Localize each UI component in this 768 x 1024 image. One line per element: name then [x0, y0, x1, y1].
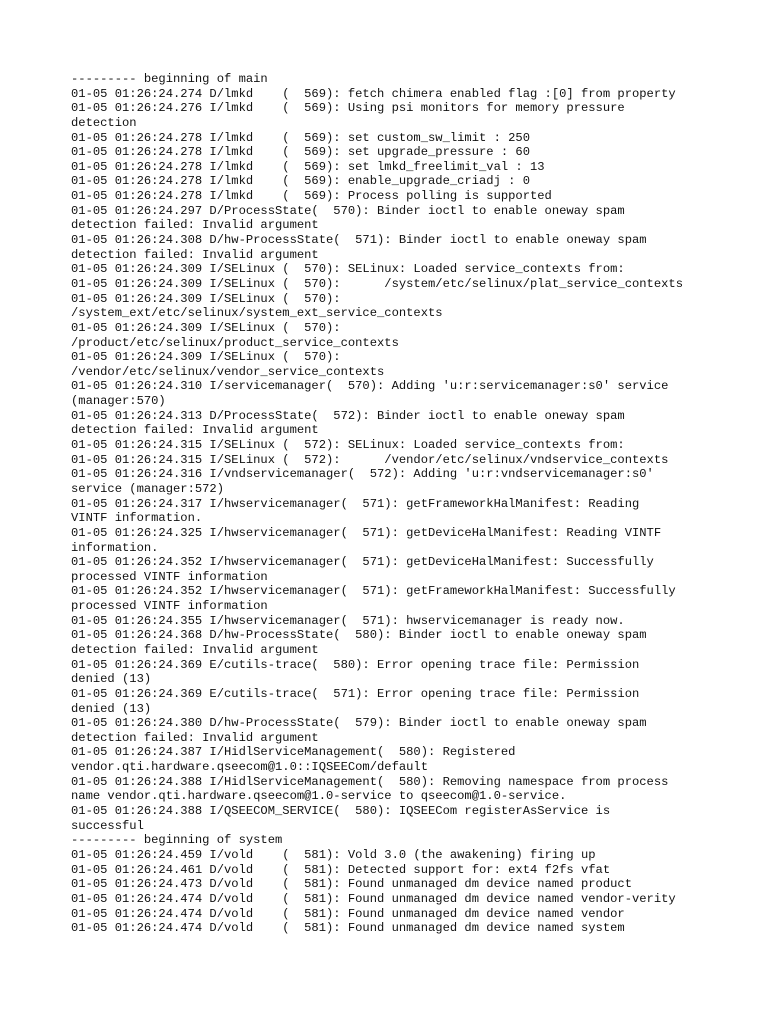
- log-line: 01-05 01:26:24.473 D/vold ( 581): Found unmanaged dm device named product: [71, 877, 632, 892]
- log-line: 01-05 01:26:24.369 E/cutils-trace( 571): Error opening trace file: Permission: [71, 686, 640, 701]
- log-line: 01-05 01:26:24.278 I/lmkd ( 569): set custom_sw_limit : 250: [71, 130, 530, 145]
- log-line: 01-05 01:26:24.278 I/lmkd ( 569): set lmkd_freelimit_val : 13: [71, 159, 545, 174]
- log-line: 01-05 01:26:24.276 I/lmkd ( 569): Using psi monitors for memory pressure: [71, 101, 625, 116]
- log-line: detection failed: Invalid argument: [71, 642, 319, 657]
- log-line: 01-05 01:26:24.388 I/HidlServiceManagement( 580): Removing namespace from process: [71, 774, 669, 789]
- log-line: denied (13): [71, 672, 152, 687]
- log-line: vendor.qti.hardware.qseecom@1.0::IQSEECom/default: [71, 760, 428, 775]
- log-line: --------- beginning of system: [71, 833, 283, 848]
- log-line: /vendor/etc/selinux/vendor_service_contexts: [71, 364, 385, 379]
- log-line: 01-05 01:26:24.309 I/SELinux ( 570): SELinux: Loaded service_contexts from:: [71, 262, 625, 277]
- log-line: 01-05 01:26:24.317 I/hwservicemanager( 571): getFrameworkHalManifest: Reading: [71, 496, 640, 511]
- log-line: 01-05 01:26:24.325 I/hwservicemanager( 571): getDeviceHalManifest: Reading VINTF: [71, 525, 662, 540]
- log-line: 01-05 01:26:24.474 D/vold ( 581): Found unmanaged dm device named vendor-verity: [71, 891, 676, 906]
- log-line: 01-05 01:26:24.315 I/SELinux ( 572): /vendor/etc/selinux/vndservice_contexts: [71, 452, 669, 467]
- log-line: detection: [71, 115, 137, 130]
- log-line: 01-05 01:26:24.309 I/SELinux ( 570):: [71, 350, 341, 365]
- log-line: 01-05 01:26:24.352 I/hwservicemanager( 571): getDeviceHalManifest: Successfully: [71, 555, 654, 570]
- log-line: 01-05 01:26:24.310 I/servicemanager( 570): Adding 'u:r:servicemanager:s0' service: [71, 379, 669, 394]
- log-line: 01-05 01:26:24.313 D/ProcessState( 572): Binder ioctl to enable oneway spam: [71, 408, 625, 423]
- log-line: /product/etc/selinux/product_service_contexts: [71, 335, 399, 350]
- log-line: /system_ext/etc/selinux/system_ext_service_contexts: [71, 306, 443, 321]
- log-line: information.: [71, 540, 159, 555]
- log-line: 01-05 01:26:24.352 I/hwservicemanager( 571): getFrameworkHalManifest: Successfully: [71, 584, 676, 599]
- log-line: 01-05 01:26:24.278 I/lmkd ( 569): Process polling is supported: [71, 189, 552, 204]
- log-line: detection failed: Invalid argument: [71, 423, 319, 438]
- log-line: 01-05 01:26:24.309 I/SELinux ( 570): /system/etc/selinux/plat_service_contexts: [71, 276, 683, 291]
- log-line: 01-05 01:26:24.461 D/vold ( 581): Detected support for: ext4 f2fs vfat: [71, 862, 611, 877]
- log-line: 01-05 01:26:24.380 D/hw-ProcessState( 579): Binder ioctl to enable oneway spam: [71, 716, 647, 731]
- log-line: 01-05 01:26:24.388 I/QSEECOM_SERVICE( 580): IQSEECom registerAsService is: [71, 804, 611, 819]
- log-line: 01-05 01:26:24.368 D/hw-ProcessState( 580): Binder ioctl to enable oneway spam: [71, 628, 647, 643]
- log-line: 01-05 01:26:24.316 I/vndservicemanager( 572): Adding 'u:r:vndservicemanager:s0': [71, 467, 654, 482]
- log-line: processed VINTF information: [71, 569, 268, 584]
- log-line: successful: [71, 818, 144, 833]
- log-line: 01-05 01:26:24.387 I/HidlServiceManagement( 580): Registered: [71, 745, 516, 760]
- log-document: [71, 72, 731, 936]
- log-line: 01-05 01:26:24.309 I/SELinux ( 570):: [71, 291, 341, 306]
- log-line: 01-05 01:26:24.459 I/vold ( 581): Vold 3.0 (the awakening) firing up: [71, 847, 596, 862]
- log-line: 01-05 01:26:24.274 D/lmkd ( 569): fetch chimera enabled flag :[0] from property: [71, 86, 676, 101]
- log-line: 01-05 01:26:24.369 E/cutils-trace( 580): Error opening trace file: Permission: [71, 657, 640, 672]
- log-line: (manager:570): [71, 394, 166, 409]
- log-line: 01-05 01:26:24.308 D/hw-ProcessState( 571): Binder ioctl to enable oneway spam: [71, 233, 647, 248]
- log-line: processed VINTF information: [71, 599, 268, 614]
- log-line: detection failed: Invalid argument: [71, 218, 319, 233]
- log-line: detection failed: Invalid argument: [71, 247, 319, 262]
- log-line: 01-05 01:26:24.278 I/lmkd ( 569): set upgrade_pressure : 60: [71, 145, 530, 160]
- log-line: 01-05 01:26:24.355 I/hwservicemanager( 571): hwservicemanager is ready now.: [71, 613, 625, 628]
- log-line: 01-05 01:26:24.315 I/SELinux ( 572): SELinux: Loaded service_contexts from:: [71, 438, 625, 453]
- log-line: service (manager:572): [71, 481, 224, 496]
- log-line: VINTF information.: [71, 511, 203, 526]
- log-line: 01-05 01:26:24.297 D/ProcessState( 570): Binder ioctl to enable oneway spam: [71, 203, 625, 218]
- log-line: 01-05 01:26:24.474 D/vold ( 581): Found unmanaged dm device named system: [71, 921, 625, 936]
- log-line: name vendor.qti.hardware.qseecom@1.0-service to qseecom@1.0-service.: [71, 789, 567, 804]
- log-line: --------- beginning of main: [71, 72, 268, 86]
- log-line: 01-05 01:26:24.309 I/SELinux ( 570):: [71, 320, 341, 335]
- log-line: detection failed: Invalid argument: [71, 730, 319, 745]
- log-line: 01-05 01:26:24.278 I/lmkd ( 569): enable_upgrade_criadj : 0: [71, 174, 530, 189]
- log-line: denied (13): [71, 701, 152, 716]
- log-line: 01-05 01:26:24.474 D/vold ( 581): Found unmanaged dm device named vendor: [71, 906, 625, 921]
